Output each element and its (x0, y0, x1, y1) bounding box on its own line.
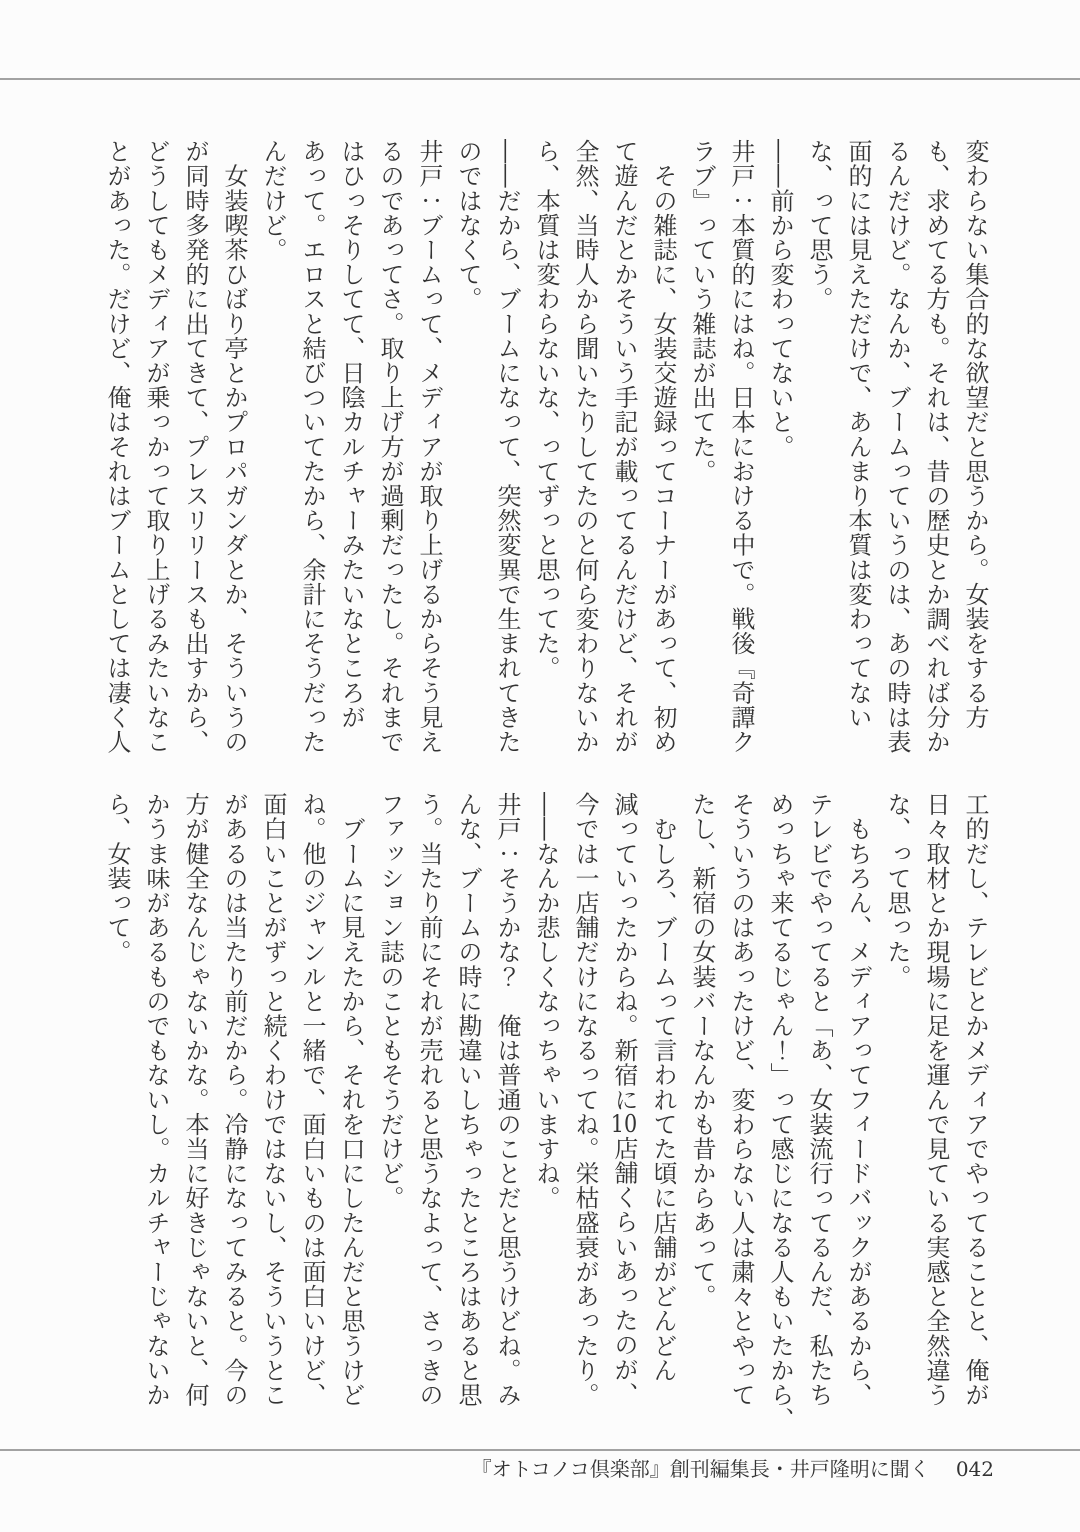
column-text-post: 店舗くらいあったのが、 (610, 1135, 638, 1407)
text-column (604, 792, 643, 1416)
text-column: 方が健全なんじゃないかな。本当に好きじゃないと、何 (181, 792, 209, 1407)
text-column: めっちゃ来てるじゃん！」って感じになる人もいたから、 (766, 792, 794, 1432)
text-column: て遊んだとかそういう手記が載ってるんだけど、それが (610, 139, 638, 754)
text-column: どうしてもメディアが乗っかって取り上げるみたいなこ (142, 139, 170, 754)
lower-text-block (97, 792, 994, 1432)
upper-text-block (97, 139, 994, 763)
text-column: 変わらない集合的な欲望だと思うから。女装をする方 (961, 139, 989, 730)
text-column: 井戸：そうかな？ 俺は普通のことだと思うけどね。み (493, 792, 521, 1407)
text-column: ね。他のジャンルと一緒で、面白いものは面白いけど、 (298, 792, 326, 1407)
column-text-pre: 減っていったからね。新宿に (610, 792, 638, 1112)
text-column: ら、本質は変わらないな、ってずっと思ってた。 (532, 139, 560, 681)
text-column: 面白いことがずっと続くわけではないし、そういうとこ (259, 792, 287, 1407)
text-column: もちろん、メディアってフィードバックがあるから、 (844, 792, 872, 1407)
text-column: 井戸：本質的にはね。日本における中で。戦後『奇譚ク (727, 139, 755, 754)
text-column: 井戸：ブームって、メディアが取り上げるからそう見え (415, 139, 443, 754)
page-number: 042 (955, 1457, 994, 1481)
footer (472, 1455, 994, 1483)
text-column: 工的だし、テレビとかメディアでやってることと、俺が (961, 792, 989, 1407)
tatechuyoko-number: 10 (610, 1111, 638, 1136)
text-column: も、求めてる方も。それは、昔の歴史とか調べれば分か (922, 139, 950, 754)
text-column: あって。エロスと結びついてたから、余計にそうだった (298, 139, 326, 754)
text-column: たし、新宿の女装バーなんかも昔からあって。 (688, 792, 716, 1309)
text-column: 今では一店舗だけになるってね。栄枯盛衰があったり。 (571, 792, 599, 1407)
text-column: かうま味があるものでもないし。カルチャーじゃないか (142, 792, 170, 1407)
text-column: ――だから、ブームになって、突然変異で生まれてきた (493, 139, 521, 754)
text-column: う。当たり前にそれが売れると思うなよって、さっきの (415, 792, 443, 1407)
text-column: ファッション誌のこともそうだけど。 (376, 792, 404, 1211)
text-column: んだけど。 (259, 139, 287, 262)
top-rule (0, 78, 1080, 80)
text-column: テレビでやってると「あ、女装流行ってるんだ、私たち (805, 792, 833, 1407)
text-column: が同時多発的に出てきて、プレスリリースも出すから、 (181, 139, 209, 754)
text-column: とがあった。だけど、俺はそれはブームとしては凄く人 (103, 139, 131, 754)
text-column: その雑誌に、女装交遊録ってコーナーがあって、初め (649, 139, 677, 754)
text-column: そういうのはあったけど、変わらない人は粛々とやって (727, 792, 755, 1407)
text-column: んな、ブームの時に勘違いしちゃったところはあると思 (454, 792, 482, 1407)
text-column: 女装喫茶ひばり亭とかプロパガンダとか、そういうの (220, 139, 248, 754)
text-column: な、って思った。 (883, 792, 911, 989)
text-column: ――前から変わってないと。 (766, 139, 794, 459)
text-column: ら、女装って。 (103, 792, 131, 965)
text-column: るんだけど。なんか、ブームっていうのは、あの時は表 (883, 139, 911, 754)
text-column: な、って思う。 (805, 139, 833, 312)
text-column: 面的には見えただけで、あんまり本質は変わってない (844, 139, 872, 730)
text-column: はひっそりしてて、日陰カルチャーみたいなところが (337, 139, 365, 730)
text-column: 日々取材とか現場に足を運んで見ている実感と全然違う (922, 792, 950, 1407)
footer-title: 『オトコノコ倶楽部』創刊編集長・井戸隆明に聞く (471, 1457, 930, 1481)
text-column: があるのは当たり前だから。冷静になってみると。今の (220, 792, 248, 1407)
text-column: ――なんか悲しくなっちゃいますね。 (532, 792, 560, 1211)
text-column: のではなくて。 (454, 139, 482, 312)
text-column: むしろ、ブームって言われてた頃に店舗がどんどん (649, 792, 677, 1383)
text-column: ラブ』っていう雑誌が出てた。 (688, 139, 716, 484)
text-column: るのであってさ。取り上げ方が過剰だったし。それまで (376, 139, 404, 754)
text-column: 全然、当時人から聞いたりしてたのと何ら変わりないか (571, 139, 599, 754)
bottom-rule (0, 1449, 1080, 1451)
text-column: ブームに見えたから、それを口にしたんだと思うけど (337, 792, 365, 1407)
